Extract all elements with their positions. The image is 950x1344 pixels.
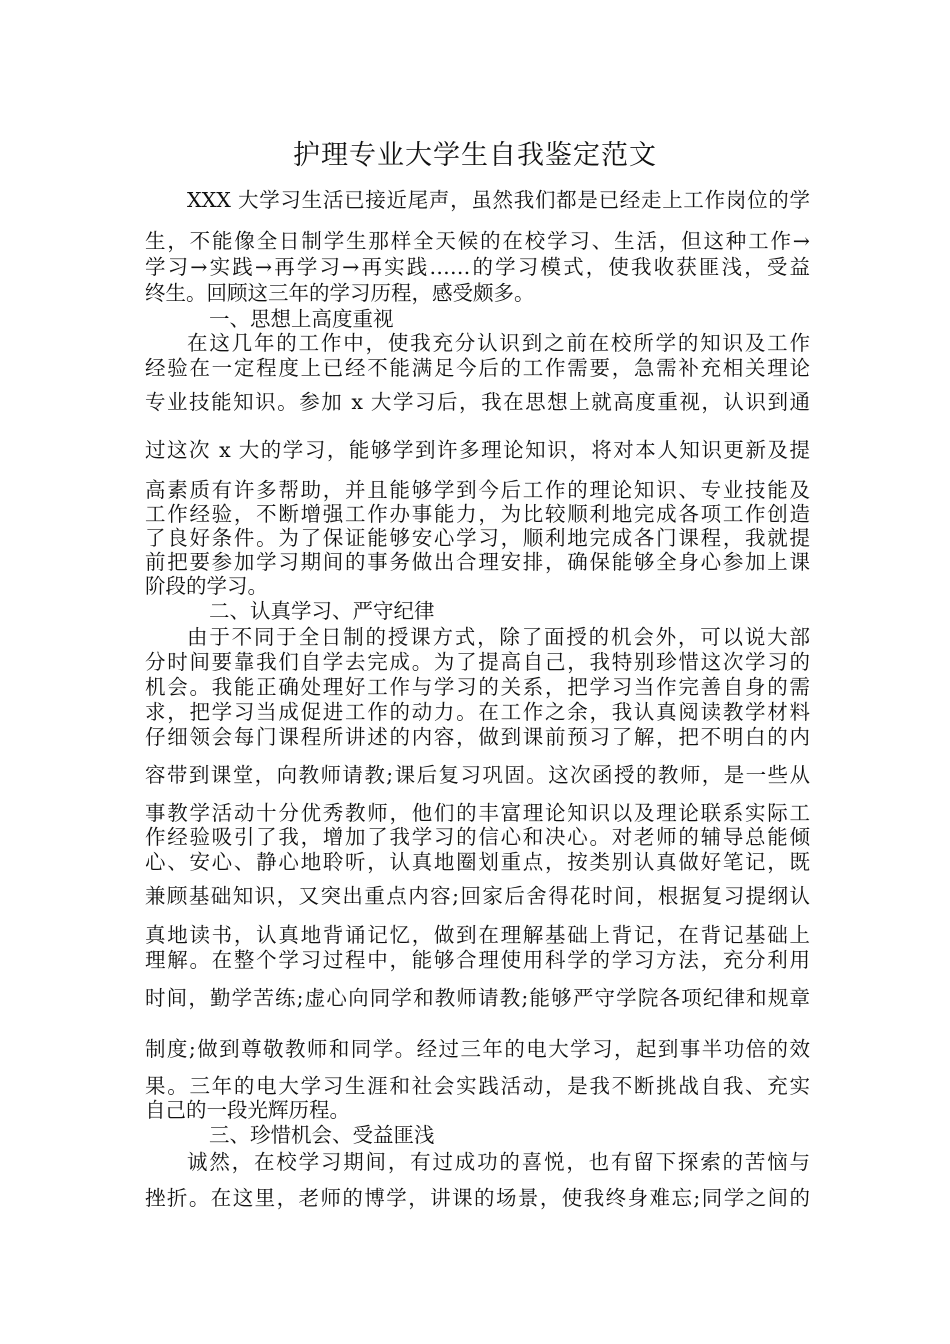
body-line: 仔细领会每门课程所讲述的内容，做到课前预习了解，把不明白的内 bbox=[145, 725, 810, 749]
body-line: 过这次 x 大的学习，能够学到许多理论知识，将对本人知识更新及提 bbox=[145, 438, 810, 462]
body-line: 了良好条件。为了保证能够安心学习，顺利地完成各门课程，我就提 bbox=[145, 526, 810, 550]
body-line: 制度;做到尊敬教师和同学。经过三年的电大学习，起到事半功倍的效 bbox=[145, 1037, 810, 1061]
body-line: 理解。在整个学习过程中，能够合理使用科学的学习方法，充分利用 bbox=[145, 948, 810, 972]
body-line: 工作经验，不断增强工作办事能力，为比较顺利地完成各项工作创造 bbox=[145, 502, 810, 526]
body-line: XXX 大学习生活已接近尾声，虽然我们都是已经走上工作岗位的学 bbox=[187, 188, 810, 212]
body-line: 终生。回顾这三年的学习历程，感受颇多。 bbox=[145, 281, 535, 305]
body-line: 经验在一定程度上已经不能满足今后的工作需要，急需补充相关理论 bbox=[145, 356, 810, 380]
body-line: 高素质有许多帮助，并且能够学到今后工作的理论知识、专业技能及 bbox=[145, 478, 810, 502]
body-line: 容带到课堂，向教师请教;课后复习巩固。这次函授的教师，是一些从 bbox=[145, 763, 810, 787]
section-heading: 二、认真学习、严守纪律 bbox=[209, 599, 435, 623]
body-line: 真地读书，认真地背诵记忆，做到在理解基础上背记，在背记基础上 bbox=[145, 923, 810, 947]
body-line: 兼顾基础知识，又突出重点内容;回家后舍得花时间，根据复习提纲认 bbox=[145, 884, 810, 908]
body-line: 事教学活动十分优秀教师，他们的丰富理论知识以及理论联系实际工 bbox=[145, 801, 810, 825]
body-line: 在这几年的工作中，使我充分认识到之前在校所学的知识及工作 bbox=[187, 331, 810, 355]
body-line: 阶段的学习。 bbox=[145, 574, 268, 598]
body-line: 学习→实践→再学习→再实践……的学习模式，使我收获匪浅，受益 bbox=[145, 255, 810, 279]
body-line: 求，把学习当成促进工作的动力。在工作之余，我认真阅读教学材料 bbox=[145, 700, 810, 724]
body-line: 果。三年的电大学习生涯和社会实践活动，是我不断挑战自我、充实 bbox=[145, 1074, 810, 1098]
body-line: 生，不能像全日制学生那样全天候的在校学习、生活，但这种工作→ bbox=[145, 229, 810, 253]
body-line: 心、安心、静心地聆听，认真地圈划重点，按类别认真做好笔记，既 bbox=[145, 850, 810, 874]
section-heading: 三、珍惜机会、受益匪浅 bbox=[209, 1123, 435, 1147]
body-line: 分时间要靠我们自学去完成。为了提高自己，我特别珍惜这次学习的 bbox=[145, 650, 810, 674]
document-title: 护理专业大学生自我鉴定范文 bbox=[293, 140, 657, 171]
body-line: 时间，勤学苦练;虚心向同学和教师请教;能够严守学院各项纪律和规章 bbox=[145, 986, 810, 1010]
body-line: 挫折。在这里，老师的博学，讲课的场景，使我终身难忘;同学之间的 bbox=[145, 1186, 810, 1210]
body-line: 专业技能知识。参加 x 大学习后，我在思想上就高度重视，认识到通 bbox=[145, 390, 810, 414]
section-heading: 一、思想上高度重视 bbox=[209, 307, 394, 331]
body-line: 作经验吸引了我，增加了我学习的信心和决心。对老师的辅导总能倾 bbox=[145, 825, 810, 849]
body-line: 自己的一段光辉历程。 bbox=[145, 1098, 350, 1122]
body-line: 诚然，在校学习期间，有过成功的喜悦，也有留下探索的苦恼与 bbox=[187, 1150, 810, 1174]
body-line: 机会。我能正确处理好工作与学习的关系，把学习当作完善自身的需 bbox=[145, 675, 810, 699]
body-line: 前把要参加学习期间的事务做出合理安排，确保能够全身心参加上课 bbox=[145, 550, 810, 574]
body-line: 由于不同于全日制的授课方式，除了面授的机会外，可以说大部 bbox=[187, 625, 810, 649]
